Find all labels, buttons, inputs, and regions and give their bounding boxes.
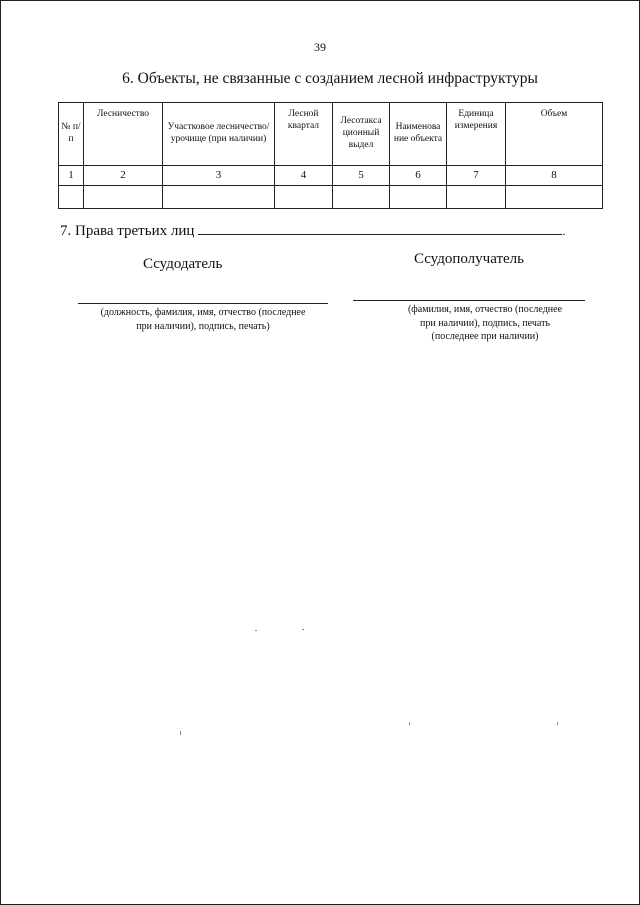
lender-caption-line: (должность, фамилия, имя, отчество (последнее bbox=[100, 307, 306, 318]
table-number-row bbox=[59, 166, 603, 186]
table-cell: 2 bbox=[84, 166, 163, 186]
lender-title: Ссудодатель bbox=[143, 256, 223, 272]
borrower-title: Ссудополучатель bbox=[414, 251, 525, 267]
header-cell-district-forestry: Участковое лесничество/урочище (при наличии) bbox=[163, 103, 275, 166]
header-cell-number: № п/п bbox=[59, 103, 84, 166]
table-cell: 5 bbox=[333, 166, 390, 186]
borrower-signature-caption bbox=[385, 303, 585, 344]
header-cell-forestry: Лесничество bbox=[84, 103, 163, 166]
table-cell-empty bbox=[506, 186, 603, 209]
header-cell-unit: Единица измерения bbox=[447, 103, 506, 166]
objects-table bbox=[58, 102, 603, 209]
table-cell-empty bbox=[163, 186, 275, 209]
table-header-row bbox=[59, 103, 603, 166]
scan-speck bbox=[302, 629, 304, 630]
borrower-signature-line bbox=[353, 300, 585, 301]
table-cell: 3 bbox=[163, 166, 275, 186]
lender-caption-line: при наличии), подпись, печать) bbox=[136, 320, 270, 332]
section-7-label: 7. Права третьих лиц bbox=[60, 223, 195, 239]
lender-signature-caption bbox=[70, 306, 336, 333]
section-7 bbox=[60, 222, 565, 240]
table-cell-empty bbox=[333, 186, 390, 209]
scan-speck bbox=[180, 731, 181, 735]
header-cell-forest-quarter: Лесной квартал bbox=[275, 103, 333, 166]
header-cell-volume: Объем bbox=[506, 103, 603, 166]
scan-speck bbox=[557, 722, 558, 725]
lender-signature-line bbox=[78, 303, 328, 304]
table-cell: 6 bbox=[390, 166, 447, 186]
borrower-caption-line: (фамилия, имя, отчество (последнее bbox=[407, 304, 563, 315]
page-number: 39 bbox=[314, 40, 326, 54]
table-cell-empty bbox=[390, 186, 447, 209]
table-cell: 8 bbox=[506, 166, 603, 186]
table-cell-empty bbox=[275, 186, 333, 209]
section-6-title: 6. Объекты, не связанные с созданием лесной инфраструктуры bbox=[122, 70, 538, 87]
table-cell: 7 bbox=[447, 166, 506, 186]
table-empty-row bbox=[59, 186, 603, 209]
scan-speck bbox=[409, 722, 410, 725]
table-cell-empty bbox=[84, 186, 163, 209]
borrower-caption-line: при наличии), подпись, печать bbox=[419, 317, 551, 329]
table-cell: 4 bbox=[275, 166, 333, 186]
scan-speck bbox=[255, 630, 257, 631]
table-cell-empty bbox=[59, 186, 84, 209]
borrower-caption-line: (последнее при наличии) bbox=[431, 331, 539, 342]
header-cell-taxation-unit: Лесотакса ционный выдел bbox=[333, 103, 390, 166]
header-cell-object-name: Наименова ние объекта bbox=[390, 103, 447, 166]
section-7-end-mark: . bbox=[562, 224, 566, 238]
table-cell: 1 bbox=[59, 166, 84, 186]
third-party-rights-line bbox=[198, 222, 562, 235]
table-cell-empty bbox=[447, 186, 506, 209]
